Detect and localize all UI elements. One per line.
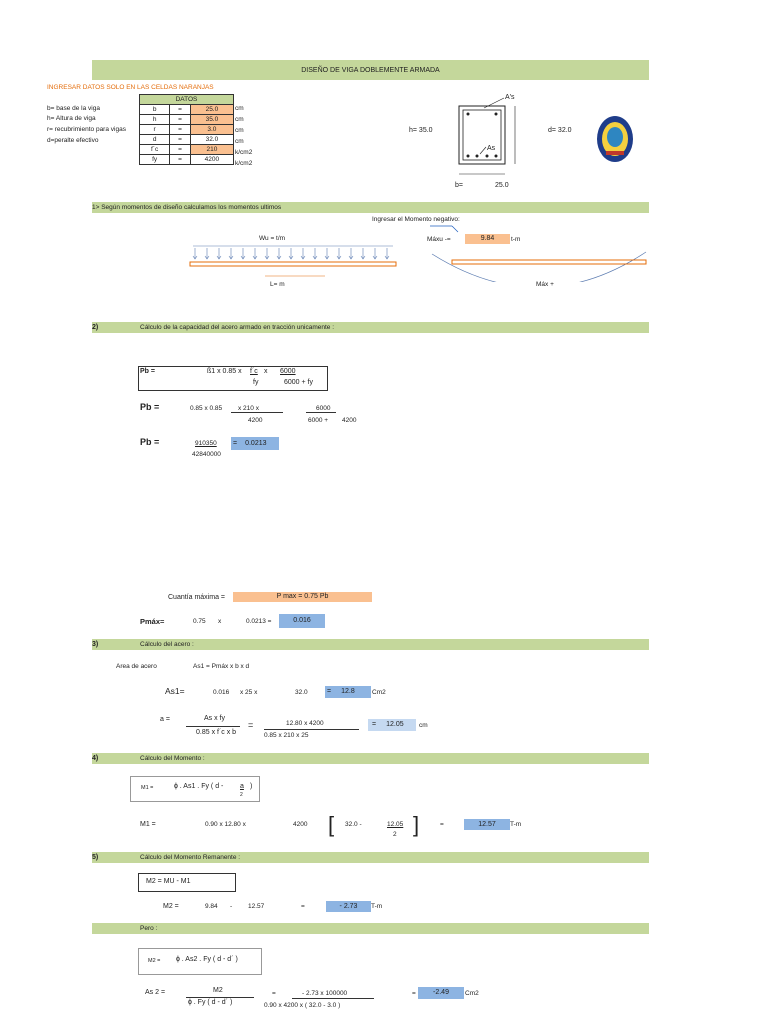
datos-unit: cm xyxy=(235,127,244,134)
a-label: a = xyxy=(160,716,170,723)
m1-formula-end: ) xyxy=(250,783,253,790)
datos-value[interactable]: 3.0 xyxy=(190,125,233,135)
datos-row xyxy=(140,145,234,155)
step4-label: Cálculo del Momento : xyxy=(140,755,205,762)
m1-formula-lhs: M1 = xyxy=(141,785,154,791)
m1-formula: ɸ . As1 . Fy ( d - xyxy=(174,783,224,790)
as2-den: ɸ . Fy ( d - d´ ) xyxy=(188,999,233,1006)
m1-close-bracket: ] xyxy=(413,812,420,837)
m1-eq: = xyxy=(440,821,444,828)
datos-symbol: f´c xyxy=(140,145,170,155)
pb-line2-d: 6000 xyxy=(316,405,331,412)
pmax-result: 0.016 xyxy=(279,614,325,628)
as2-result: -2.49 xyxy=(418,987,464,999)
datos-symbol: b xyxy=(140,105,170,115)
m2-minus: - xyxy=(230,903,233,910)
mu-label: Máxu -= xyxy=(427,236,451,243)
as2-formula-box xyxy=(138,948,262,975)
pb-formula-lhs: Pb = xyxy=(140,368,155,375)
datos-equals: = xyxy=(170,145,191,155)
m2-a: 9.84 xyxy=(205,903,218,910)
cuantia-label: Cuantía máxima = xyxy=(168,594,225,601)
cuantia-formula: P max = 0.75 Pb xyxy=(233,592,372,602)
m2-b: 12.57 xyxy=(248,903,265,910)
datos-header: DATOS xyxy=(139,94,234,105)
datos-symbol: fy xyxy=(140,155,170,165)
datos-equals: = xyxy=(170,135,191,145)
university-logo xyxy=(596,115,634,163)
m2-result: - 2.73 xyxy=(326,901,371,912)
m1-c: 32.0 - xyxy=(345,821,362,828)
load-label: Wu = t/m xyxy=(259,235,286,242)
as2-formula-lhs: M2 = xyxy=(148,958,161,964)
moment-diagram xyxy=(430,222,655,282)
d-label: d= 32.0 xyxy=(548,127,572,134)
datos-symbol: d xyxy=(140,135,170,145)
as1-label: As1= xyxy=(165,686,185,696)
def-b: b= base de la viga xyxy=(47,105,100,112)
datos-equals: = xyxy=(170,105,191,115)
m1-den: 2 xyxy=(393,831,397,838)
pero-band xyxy=(92,923,649,934)
a-result-eq: = xyxy=(372,721,377,728)
m1-unit: T-m xyxy=(510,821,522,828)
step2-band xyxy=(92,322,649,333)
m1-result: 12.57 xyxy=(464,819,510,830)
as2-eq2: = xyxy=(412,990,416,997)
as2-unit: Cm2 xyxy=(465,990,479,997)
a-num2: 12.80 x 4200 xyxy=(286,720,324,727)
m1-label: M1 = xyxy=(140,821,156,828)
pmax-x: x xyxy=(218,618,222,625)
pb-formula-den: 6000 + fy xyxy=(284,379,313,386)
pb-formula-fy: fy xyxy=(253,379,259,386)
step3-band xyxy=(92,639,649,650)
datos-unit: k/cm2 xyxy=(235,160,253,167)
def-r: r= recubrimiento para vigas xyxy=(47,126,126,133)
pb-result xyxy=(231,437,279,450)
pb-line2-f: 4200 xyxy=(342,417,357,424)
pb-formula-fc: f´c xyxy=(250,368,258,375)
pb-formula-6000: 6000 xyxy=(280,368,296,375)
datos-row xyxy=(140,115,234,125)
a-den2: 0.85 x 210 x 25 xyxy=(264,732,309,739)
m1-num: 12.05 xyxy=(387,821,404,828)
pmax-b: 0.0213 = xyxy=(246,618,272,625)
as1-result xyxy=(325,686,371,698)
pb-line3-num: 910350 xyxy=(195,440,217,447)
pb-line3-lhs: Pb = xyxy=(140,437,160,447)
input-instruction: INGRESAR DATOS SOLO EN LAS CELDAS NARANJAS xyxy=(47,84,214,91)
as2-num: M2 xyxy=(213,987,223,994)
def-d: d=peralte efectivo xyxy=(47,137,99,144)
as1-c: 32.0 xyxy=(295,689,308,696)
a-bar2 xyxy=(264,729,359,730)
as1-unit: Cm2 xyxy=(372,689,386,696)
as2-eq: = xyxy=(272,990,276,997)
step3-label: Cálculo del acero : xyxy=(140,641,194,648)
step5-band xyxy=(92,852,649,863)
datos-value: 4200 xyxy=(190,155,233,165)
pb-formula-coef: ß1 x 0.85 x xyxy=(207,368,242,375)
pb-result-eq: = xyxy=(233,440,238,447)
step5-label: Cálculo del Momento Remanente : xyxy=(140,854,241,861)
pb-line2-bar1 xyxy=(231,412,283,413)
pb-line2-e: 6000 + xyxy=(308,417,329,424)
m2-unit: T-m xyxy=(371,903,383,910)
pb-result-value: 0.0213 xyxy=(245,440,267,447)
as2-bar xyxy=(186,997,254,998)
m2-label: M2 = xyxy=(163,903,179,910)
neg-moment-prompt: Ingresar el Momento negativo: xyxy=(372,216,460,223)
title-band xyxy=(92,60,649,80)
m2-formula: M2 = MU - M1 xyxy=(146,878,191,885)
pb-formula-x: x xyxy=(264,368,268,375)
mu-input[interactable]: 9.84 xyxy=(465,234,510,244)
bottom-steel-label: As xyxy=(487,145,496,152)
as1-a: 0.016 xyxy=(213,689,230,696)
area-formula: As1 = Pmáx x b x d xyxy=(193,663,250,670)
max-pos-label: Máx + xyxy=(536,281,554,288)
page-title: DISEÑO DE VIGA DOBLEMENTE ARMADA xyxy=(301,67,440,74)
a-num: As x fy xyxy=(204,715,226,722)
datos-row xyxy=(140,155,234,165)
datos-symbol: r xyxy=(140,125,170,135)
as2-formula: ɸ . As2 . Fy ( d - d´ ) xyxy=(176,956,238,963)
as1-result-eq: = xyxy=(327,688,332,695)
beam-section-diagram xyxy=(440,92,550,192)
a-bar xyxy=(186,726,240,727)
as2-label: As 2 = xyxy=(145,989,166,996)
pmax-a: 0.75 xyxy=(193,618,206,625)
datos-unit: cm xyxy=(235,138,244,145)
step5-number: 5) xyxy=(92,854,99,861)
b-label: b= xyxy=(455,182,463,189)
m2-eq: = xyxy=(301,903,305,910)
as2-bar2 xyxy=(292,998,374,999)
mu-unit: t-m xyxy=(511,236,521,243)
pb-line3-den: 42840000 xyxy=(192,451,221,458)
pb-line2-lhs: Pb = xyxy=(140,402,160,412)
pb-line2-bar2 xyxy=(306,412,336,413)
step4-band xyxy=(92,753,649,764)
datos-table xyxy=(139,104,234,165)
pb-line2-c: 4200 xyxy=(248,417,263,424)
datos-value[interactable]: 35.0 xyxy=(190,115,233,125)
beam-load-diagram xyxy=(185,244,400,296)
m1-formula-2: 2 xyxy=(240,792,243,798)
def-h: h= Altura de viga xyxy=(47,115,96,122)
a-unit: cm xyxy=(419,722,428,729)
m2-formula-box xyxy=(138,873,236,892)
datos-unit: cm xyxy=(235,116,244,123)
step1-label: 1> Según momentos de diseño calculamos los momentos ultimos xyxy=(92,204,282,211)
h-label: h= 35.0 xyxy=(409,127,433,134)
datos-row xyxy=(140,105,234,115)
datos-equals: = xyxy=(170,115,191,125)
pb-line2-b: x 210 x xyxy=(238,405,259,412)
step2-number: 2) xyxy=(92,324,99,331)
m1-b: 4200 xyxy=(293,821,308,828)
m1-open-bracket: [ xyxy=(328,812,335,837)
datos-value: 32.0 xyxy=(190,135,233,145)
datos-equals: = xyxy=(170,155,191,165)
area-label: Area de acero xyxy=(116,663,157,670)
datos-value[interactable]: 25.0 xyxy=(190,105,233,115)
a-eq: = xyxy=(248,720,254,730)
datos-unit: k/cm2 xyxy=(235,149,253,156)
pmax-label: Pmáx= xyxy=(140,617,165,626)
as1-result-value: 12.8 xyxy=(341,688,355,695)
a-result xyxy=(368,719,416,731)
datos-row xyxy=(140,125,234,135)
step1-band xyxy=(92,202,649,213)
m1-a: 0.90 x 12.80 x xyxy=(205,821,246,828)
a-den: 0.85 x f´c x b xyxy=(196,729,237,736)
step2-label: Cálculo de la capacidad del acero armado en tracción unicamente : xyxy=(140,324,335,331)
step3-number: 3) xyxy=(92,641,99,648)
a-result-value: 12.05 xyxy=(386,721,404,728)
step4-number: 4) xyxy=(92,755,99,762)
as2-den2: 0.90 x 4200 x ( 32.0 - 3.0 ) xyxy=(264,1002,341,1009)
datos-unit: cm xyxy=(235,105,244,112)
pb-line2-a: 0.85 x 0.85 xyxy=(190,405,223,412)
m1-formula-a: a xyxy=(240,783,244,790)
as1-b: x 25 x xyxy=(240,689,258,696)
datos-symbol: h xyxy=(140,115,170,125)
datos-row xyxy=(140,135,234,145)
as2-num2: - 2.73 x 100000 xyxy=(302,990,348,997)
datos-value[interactable]: 210 xyxy=(190,145,233,155)
span-label: L= m xyxy=(270,281,285,288)
top-steel-label: A's xyxy=(505,94,515,101)
datos-equals: = xyxy=(170,125,191,135)
b-value: 25.0 xyxy=(495,182,509,189)
pero-label: Pero : xyxy=(140,925,158,932)
